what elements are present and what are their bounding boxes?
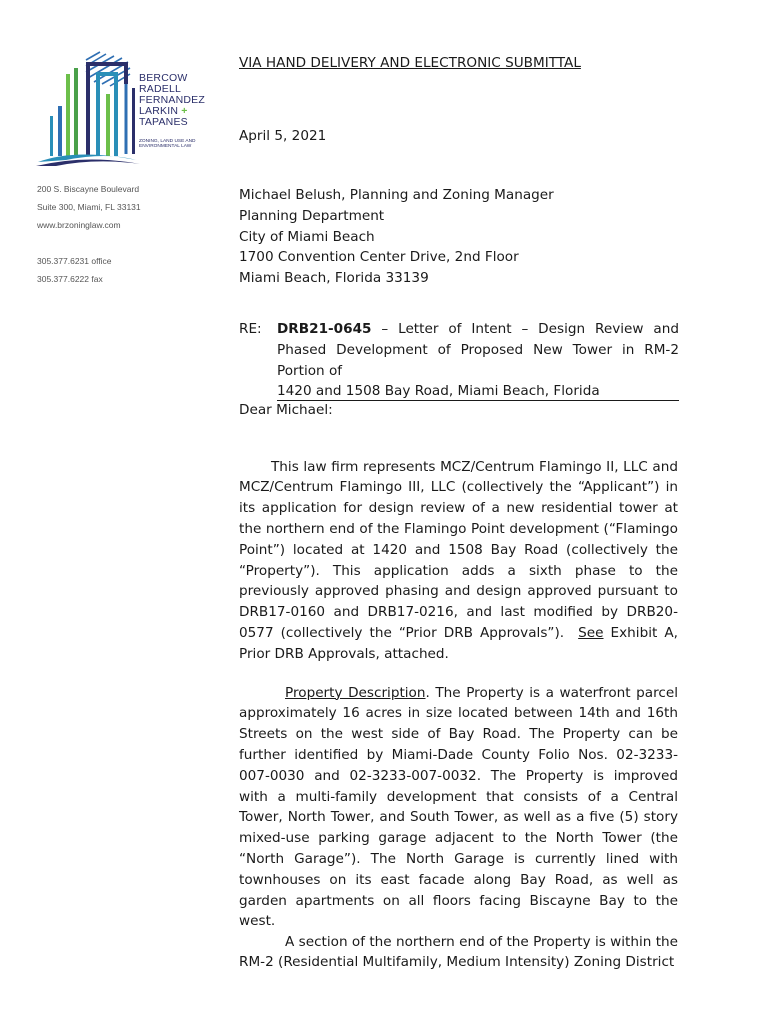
re-text: – Letter of Intent – Design Review and Phased Development of Proposed New Tower in RM-2 Portion of (277, 321, 679, 379)
logo-building-graphic (36, 52, 140, 166)
office-phone: 305.377.6231 office (37, 256, 112, 266)
salutation: Dear Michael: (239, 402, 333, 418)
paragraph-property-description (239, 683, 678, 933)
firm-name-line: BERCOW (139, 72, 188, 84)
delivery-heading: VIA HAND DELIVERY AND ELECTRONIC SUBMITTAL (239, 55, 581, 71)
re-address: 1420 and 1508 Bay Road, Miami Beach, Florida (277, 382, 679, 401)
firm-name-larkin: LARKIN (139, 105, 179, 117)
re-subject (277, 319, 679, 402)
firm-contact-sidebar (37, 180, 141, 288)
re-line (239, 319, 679, 402)
letter-date: April 5, 2021 (239, 128, 327, 144)
firm-name-line: TAPANES (139, 116, 188, 128)
recipient-line: Planning Department (239, 207, 385, 224)
paragraph-intro-text: This law firm represents MCZ/Centrum Flamingo II, LLC and MCZ/Centrum Flamingo III, LLC (collectively the “Applicant”) in its application for design review of a new residential tower at the northern end of the Flamingo Point development (“Flamingo Point”) located at 1420 and 1508 Bay Road (collectively the “Property”). This application adds a sixth phase to the previously approved phasing and design approved pursuant to DRB17-0160 and DRB17-0216, and last modified by DRB20-0577 (collectively the “Prior DRB Approvals”). (239, 458, 678, 641)
recipient-line: Miami Beach, Florida 33139 (239, 270, 429, 287)
address-line-2: Suite 300, Miami, FL 33131 (37, 202, 141, 212)
firm-tagline: ZONING, LAND USE AND ENVIRONMENTAL LAW (139, 139, 196, 150)
paragraph-intro-end: Exhibit A, Prior DRB Approvals, attached. (239, 624, 678, 662)
recipient-block (239, 185, 554, 289)
firm-name-line: RADELL (139, 83, 182, 95)
plus-mark: + (181, 105, 188, 117)
property-description-heading: Property Description (285, 684, 426, 701)
paragraph-zoning: A section of the northern end of the Property is within the RM-2 (Residential Multifamily, Medium Intensity) Zoning District (239, 933, 678, 971)
property-description-text: . The Property is a waterfront parcel approximately 16 acres in size located between 14th and 16th Streets on the west side of Bay Road. The Property can be further identified by Miami-Dade County Folio Nos. 02-3233-007-0030 and 02-3233-007-0032. The Property is improved with a multi-family development that consists of a Central Tower, North Tower, and South Tower, as well as a five (5) story mixed-use parking garage adjacent to the North Tower (the “North Garage”). The North Garage is currently lined with townhouses on its east facade along Bay Road, as well as garden apartments on all floors facing Biscayne Bay to the west. (239, 684, 679, 930)
firm-name (139, 73, 205, 128)
re-label: RE: (239, 321, 262, 337)
re-number: DRB21-0645 (277, 321, 372, 337)
paragraph-intro (239, 457, 678, 665)
recipient-line: 1700 Convention Center Drive, 2nd Floor (239, 249, 519, 266)
website-link[interactable]: www.brzoninglaw.com (37, 220, 121, 230)
see-reference: See (578, 624, 604, 641)
fax-number: 305.377.6222 fax (37, 274, 103, 284)
firm-name-line: FERNANDEZ (139, 94, 205, 106)
recipient-line: City of Miami Beach (239, 228, 375, 245)
recipient-line: Michael Belush, Planning and Zoning Manager (239, 187, 554, 203)
address-line-1: 200 S. Biscayne Boulevard (37, 184, 140, 194)
